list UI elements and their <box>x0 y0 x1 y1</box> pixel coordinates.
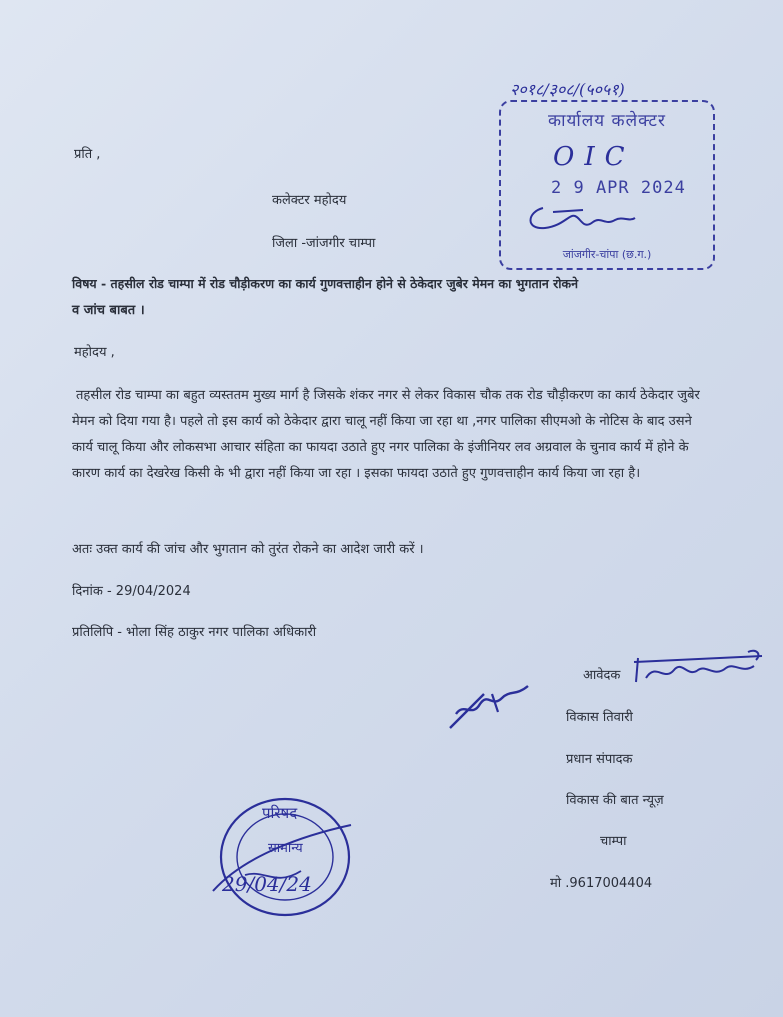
recipient-district: जिला -जांजगीर चाम्पा <box>272 236 376 251</box>
forwarding-signature <box>444 674 534 734</box>
collector-office-stamp <box>499 100 715 270</box>
date-value: 29/04/2024 <box>115 584 191 599</box>
prati-label: प्रति , <box>74 147 101 162</box>
stamp-date: 2 9 APR 2024 <box>551 178 686 198</box>
stamp-handwritten-code: OIC <box>553 142 635 172</box>
applicant-signature <box>630 648 770 688</box>
letter-body: तहसील रोड चाम्पा का बहुत व्यस्ततम मुख्य मार्ग है जिसके शंकर नगर से लेकर विकास चौक तक रोड चौड़ीकरण का कार्य ठेकेदार जुबेर मेमन को दिया गया है। पहले तो इस कार्य को ठेकेदार द्वारा चालू नहीं किया जा रहा था ,नगर पालिका सीएमओ के नोटिस के बाद उसने कार्य चालू किया और लोकसभा आचार संहिता का फायदा उठाते हुए नगर पालिका के इंजीनियर लव अग्रवाल के चुनाव कार्य में होने के कारण कार्य का देखरेख किसी के भी द्वारा नहीं किया जा रहा । इसका फायदा उठाते हुए गुणवत्ताहीन कार्य किया जा रहा है। <box>72 388 700 481</box>
stamp-footer: जांजगीर-चांपा (छ.ग.) <box>562 248 652 261</box>
date-label: दिनांक - <box>72 584 116 599</box>
date-line <box>72 582 191 602</box>
stamp-title: कार्यालय कलेक्टर <box>548 111 666 131</box>
seal-text-mid: सामान्य <box>268 841 303 856</box>
stamp-initials-signature <box>523 200 643 236</box>
subject-line-1: विषय - तहसील रोड चाम्पा में रोड चौड़ीकरण का कार्य गुणवत्ताहीन होने से ठेकेदार जुबेर मेमन का भुगतान रोकने <box>72 276 579 291</box>
sender-organization: विकास की बात न्यूज़ <box>566 793 664 808</box>
subject-line-2: व जांच बाबत । <box>72 303 145 318</box>
copy-to-line: प्रतिलिपि - भोला सिंह ठाकुर नगर पालिका अधिकारी <box>72 625 317 640</box>
seal-text-top: परिषद <box>262 804 298 822</box>
sender-name: विकास तिवारी <box>566 710 633 725</box>
sender-designation: प्रधान संपादक <box>566 752 633 767</box>
applicant-label: आवेदक <box>583 668 621 683</box>
seal-handwritten-date: 29/04/24 <box>222 872 312 896</box>
sender-mobile: मो .9617004404 <box>550 876 653 891</box>
salutation: महोदय , <box>74 345 115 360</box>
request-line: अतः उक्त कार्य की जांच और भुगतान को तुरंत रोकने का आदेश जारी करें । <box>72 542 424 557</box>
recipient-title: कलेक्टर महोदय <box>272 193 347 208</box>
sender-city: चाम्पा <box>600 834 627 849</box>
stamp-handwritten-number: २०१८/३०८/(५०५१) <box>510 80 625 99</box>
